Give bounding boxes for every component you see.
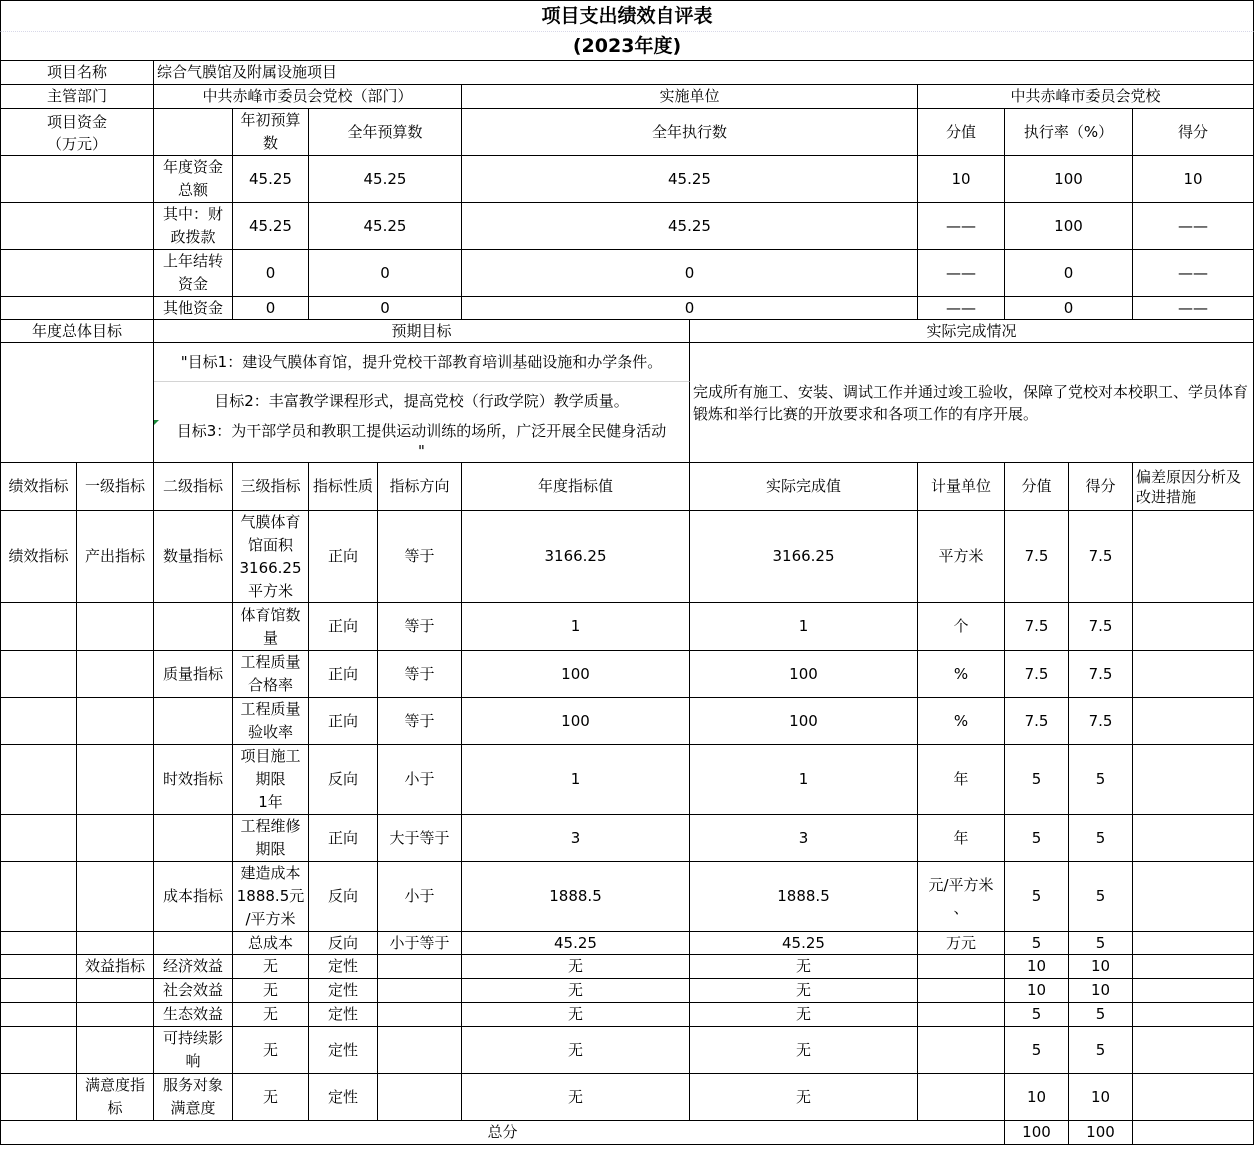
perf-cell-c2: 效益指标 bbox=[77, 955, 154, 979]
perf-cell-c2 bbox=[77, 698, 154, 745]
perf-cell-c10: 5 bbox=[1005, 745, 1069, 815]
perf-header: 分值 bbox=[1005, 463, 1069, 511]
total-label: 总分 bbox=[0, 1121, 1005, 1145]
perf-cell-c2: 产出指标 bbox=[77, 511, 154, 603]
funds-row-annual: 45.25 bbox=[309, 156, 462, 203]
perf-cell-c8: 3166.25 bbox=[690, 511, 918, 603]
perf-cell-c3: 时效指标 bbox=[154, 745, 233, 815]
perf-cell-c2 bbox=[77, 603, 154, 651]
perf-cell-c1 bbox=[0, 955, 77, 979]
funds-row-score-value: 10 bbox=[918, 156, 1005, 203]
perf-cell-c12 bbox=[1133, 862, 1254, 932]
perf-cell-c5: 定性 bbox=[309, 1027, 378, 1074]
perf-cell-c5: 正向 bbox=[309, 815, 378, 862]
perf-cell-c9 bbox=[918, 979, 1005, 1003]
perf-cell-c8: 无 bbox=[690, 1074, 918, 1121]
perf-cell-c5: 反向 bbox=[309, 932, 378, 955]
perf-cell-c11: 10 bbox=[1069, 1074, 1133, 1121]
perf-header: 二级指标 bbox=[154, 463, 233, 511]
perf-cell-c2 bbox=[77, 932, 154, 955]
funds-row-score-value: —— bbox=[918, 250, 1005, 297]
funds-row-blank bbox=[0, 156, 154, 203]
perf-cell-c12 bbox=[1133, 651, 1254, 698]
perf-cell-c12 bbox=[1133, 955, 1254, 979]
funds-row-executed: 0 bbox=[462, 250, 918, 297]
funds-row-annual: 0 bbox=[309, 297, 462, 320]
funds-row-name: 上年结转 资金 bbox=[154, 250, 233, 297]
funds-row-score: 10 bbox=[1133, 156, 1254, 203]
perf-cell-c10: 7.5 bbox=[1005, 698, 1069, 745]
perf-cell-c2 bbox=[77, 862, 154, 932]
perf-cell-c5: 正向 bbox=[309, 698, 378, 745]
perf-cell-c2 bbox=[77, 1027, 154, 1074]
expected-goals-label: 预期目标 bbox=[154, 320, 690, 343]
funds-row-initial: 45.25 bbox=[233, 203, 309, 250]
perf-cell-c10: 10 bbox=[1005, 1074, 1069, 1121]
perf-cell-c1 bbox=[0, 1027, 77, 1074]
perf-cell-c4: 无 bbox=[233, 955, 309, 979]
perf-cell-c11: 5 bbox=[1069, 932, 1133, 955]
perf-cell-c11: 7.5 bbox=[1069, 511, 1133, 603]
perf-cell-c6 bbox=[378, 1003, 462, 1027]
perf-cell-c1 bbox=[0, 1003, 77, 1027]
funds-row-rate: 0 bbox=[1005, 297, 1133, 320]
perf-cell-c10: 5 bbox=[1005, 1027, 1069, 1074]
perf-cell-c10: 5 bbox=[1005, 815, 1069, 862]
funds-row-annual: 45.25 bbox=[309, 203, 462, 250]
perf-cell-c3 bbox=[154, 698, 233, 745]
funds-header-score-value: 分值 bbox=[918, 109, 1005, 156]
perf-cell-c3 bbox=[154, 603, 233, 651]
perf-header: 指标方向 bbox=[378, 463, 462, 511]
perf-cell-c10: 10 bbox=[1005, 955, 1069, 979]
funds-row-executed: 45.25 bbox=[462, 203, 918, 250]
perf-cell-c7: 无 bbox=[462, 955, 690, 979]
perf-cell-c1 bbox=[0, 745, 77, 815]
perf-cell-c11: 7.5 bbox=[1069, 698, 1133, 745]
perf-cell-c8: 100 bbox=[690, 651, 918, 698]
perf-cell-c8: 无 bbox=[690, 955, 918, 979]
funds-header-rate: 执行率（%） bbox=[1005, 109, 1133, 156]
perf-cell-c7: 1 bbox=[462, 603, 690, 651]
perf-header: 得分 bbox=[1069, 463, 1133, 511]
perf-cell-c9: 个 bbox=[918, 603, 1005, 651]
perf-cell-c6: 等于 bbox=[378, 651, 462, 698]
perf-cell-c4: 总成本 bbox=[233, 932, 309, 955]
perf-cell-c2: 满意度指 标 bbox=[77, 1074, 154, 1121]
perf-cell-c7: 100 bbox=[462, 651, 690, 698]
perf-cell-c8: 无 bbox=[690, 1003, 918, 1027]
impl-unit-label: 实施单位 bbox=[462, 85, 918, 109]
goal-1: "目标1：建设气膜体育馆，提升党校干部教育培训基础设施和办学条件。 bbox=[154, 343, 690, 382]
perf-cell-c9: 元/平方米 、 bbox=[918, 862, 1005, 932]
perf-cell-c8: 1888.5 bbox=[690, 862, 918, 932]
perf-cell-c9: 年 bbox=[918, 745, 1005, 815]
perf-cell-c9 bbox=[918, 955, 1005, 979]
perf-cell-c12 bbox=[1133, 1074, 1254, 1121]
funds-row-name: 其中：财 政拨款 bbox=[154, 203, 233, 250]
funds-row-score-value: —— bbox=[918, 297, 1005, 320]
perf-cell-c4: 无 bbox=[233, 1074, 309, 1121]
actual-completion-label: 实际完成情况 bbox=[690, 320, 1254, 343]
funds-row-score: —— bbox=[1133, 250, 1254, 297]
perf-header: 计量单位 bbox=[918, 463, 1005, 511]
perf-cell-c11: 7.5 bbox=[1069, 603, 1133, 651]
perf-cell-c4: 工程维修 期限 bbox=[233, 815, 309, 862]
perf-header: 年度指标值 bbox=[462, 463, 690, 511]
perf-cell-c6 bbox=[378, 1074, 462, 1121]
perf-cell-c4: 无 bbox=[233, 979, 309, 1003]
perf-cell-c12 bbox=[1133, 698, 1254, 745]
funds-row-name: 年度资金 总额 bbox=[154, 156, 233, 203]
perf-cell-c6: 小于 bbox=[378, 745, 462, 815]
perf-cell-c10: 5 bbox=[1005, 1003, 1069, 1027]
perf-cell-c11: 5 bbox=[1069, 1027, 1133, 1074]
goals-blank bbox=[0, 343, 154, 463]
perf-cell-c1 bbox=[0, 651, 77, 698]
perf-cell-c3 bbox=[154, 815, 233, 862]
perf-cell-c11: 5 bbox=[1069, 815, 1133, 862]
perf-cell-c5: 正向 bbox=[309, 603, 378, 651]
funds-label-line1: 项目资金 bbox=[46, 113, 107, 131]
perf-cell-c11: 5 bbox=[1069, 1003, 1133, 1027]
perf-cell-c11: 10 bbox=[1069, 955, 1133, 979]
perf-cell-c1 bbox=[0, 698, 77, 745]
perf-cell-c1 bbox=[0, 603, 77, 651]
perf-cell-c7: 无 bbox=[462, 979, 690, 1003]
perf-cell-c3: 质量指标 bbox=[154, 651, 233, 698]
perf-cell-c3: 可持续影 响 bbox=[154, 1027, 233, 1074]
funds-row-initial: 0 bbox=[233, 250, 309, 297]
perf-cell-c6: 等于 bbox=[378, 511, 462, 603]
perf-cell-c6 bbox=[378, 955, 462, 979]
perf-cell-c9: 年 bbox=[918, 815, 1005, 862]
funds-row-blank bbox=[0, 297, 154, 320]
perf-cell-c12 bbox=[1133, 1027, 1254, 1074]
funds-row-rate: 0 bbox=[1005, 250, 1133, 297]
perf-cell-c8: 45.25 bbox=[690, 932, 918, 955]
perf-cell-c2 bbox=[77, 651, 154, 698]
total-score: 100 bbox=[1069, 1121, 1133, 1145]
perf-cell-c1 bbox=[0, 815, 77, 862]
funds-row-blank bbox=[0, 250, 154, 297]
perf-cell-c8: 无 bbox=[690, 1027, 918, 1074]
perf-cell-c2 bbox=[77, 979, 154, 1003]
perf-cell-c6: 小于等于 bbox=[378, 932, 462, 955]
perf-header: 偏差原因分析及改进措施 bbox=[1133, 463, 1254, 511]
perf-cell-c1 bbox=[0, 932, 77, 955]
goal-2: 目标2：丰富教学课程形式，提高党校（行政学院）教学质量。 bbox=[154, 382, 690, 420]
perf-cell-c11: 5 bbox=[1069, 745, 1133, 815]
perf-cell-c9: % bbox=[918, 698, 1005, 745]
perf-cell-c11: 5 bbox=[1069, 862, 1133, 932]
perf-cell-c8: 1 bbox=[690, 745, 918, 815]
dept-label: 主管部门 bbox=[0, 85, 154, 109]
perf-cell-c7: 45.25 bbox=[462, 932, 690, 955]
dept-value: 中共赤峰市委员会党校（部门） bbox=[154, 85, 462, 109]
perf-cell-c5: 正向 bbox=[309, 651, 378, 698]
perf-cell-c9: 平方米 bbox=[918, 511, 1005, 603]
perf-cell-c11: 7.5 bbox=[1069, 651, 1133, 698]
perf-cell-c6: 大于等于 bbox=[378, 815, 462, 862]
perf-cell-c3: 数量指标 bbox=[154, 511, 233, 603]
funds-row-rate: 100 bbox=[1005, 156, 1133, 203]
table-title: 项目支出绩效自评表 bbox=[0, 0, 1254, 32]
perf-cell-c7: 3 bbox=[462, 815, 690, 862]
funds-header-blank bbox=[154, 109, 233, 156]
funds-row-initial: 45.25 bbox=[233, 156, 309, 203]
perf-cell-c7: 1 bbox=[462, 745, 690, 815]
project-name-label: 项目名称 bbox=[0, 61, 154, 85]
perf-cell-c12 bbox=[1133, 979, 1254, 1003]
perf-cell-c4: 体育馆数 量 bbox=[233, 603, 309, 651]
perf-cell-c5: 正向 bbox=[309, 511, 378, 603]
perf-cell-c5: 定性 bbox=[309, 955, 378, 979]
table-subtitle: (2023年度) bbox=[0, 32, 1254, 61]
perf-cell-c10: 5 bbox=[1005, 932, 1069, 955]
funds-row-name: 其他资金 bbox=[154, 297, 233, 320]
perf-cell-c10: 7.5 bbox=[1005, 603, 1069, 651]
funds-row-annual: 0 bbox=[309, 250, 462, 297]
perf-cell-c5: 反向 bbox=[309, 862, 378, 932]
perf-cell-c6: 小于 bbox=[378, 862, 462, 932]
perf-cell-c4: 气膜体育 馆面积 3166.25 平方米 bbox=[233, 511, 309, 603]
goals-label: 年度总体目标 bbox=[0, 320, 154, 343]
perf-cell-c12 bbox=[1133, 745, 1254, 815]
perf-cell-c4: 无 bbox=[233, 1003, 309, 1027]
funds-header-annual: 全年预算数 bbox=[309, 109, 462, 156]
perf-cell-c9: 万元 bbox=[918, 932, 1005, 955]
perf-cell-c6 bbox=[378, 1027, 462, 1074]
perf-cell-c3: 社会效益 bbox=[154, 979, 233, 1003]
perf-cell-c7: 100 bbox=[462, 698, 690, 745]
funds-row-blank bbox=[0, 203, 154, 250]
perf-cell-c12 bbox=[1133, 815, 1254, 862]
perf-cell-c4: 项目施工 期限 1年 bbox=[233, 745, 309, 815]
funds-label-line2: （万元） bbox=[46, 135, 107, 153]
perf-cell-c10: 5 bbox=[1005, 862, 1069, 932]
perf-cell-c10: 10 bbox=[1005, 979, 1069, 1003]
perf-cell-c6: 等于 bbox=[378, 603, 462, 651]
perf-header: 绩效指标 bbox=[0, 463, 77, 511]
perf-cell-c3: 成本指标 bbox=[154, 862, 233, 932]
perf-cell-c1 bbox=[0, 862, 77, 932]
perf-cell-c12 bbox=[1133, 603, 1254, 651]
perf-cell-c2 bbox=[77, 745, 154, 815]
funds-header-executed: 全年执行数 bbox=[462, 109, 918, 156]
total-score-value: 100 bbox=[1005, 1121, 1069, 1145]
perf-cell-c5: 定性 bbox=[309, 1074, 378, 1121]
perf-cell-c6 bbox=[378, 979, 462, 1003]
perf-cell-c9 bbox=[918, 1027, 1005, 1074]
funds-row-executed: 0 bbox=[462, 297, 918, 320]
perf-cell-c11: 10 bbox=[1069, 979, 1133, 1003]
perf-header: 三级指标 bbox=[233, 463, 309, 511]
total-note bbox=[1133, 1121, 1254, 1145]
perf-cell-c2 bbox=[77, 1003, 154, 1027]
perf-cell-c7: 无 bbox=[462, 1074, 690, 1121]
actual-completion-text: 完成所有施工、安装、调试工作并通过竣工验收，保障了党校对本校职工、学员体育锻炼和举行比赛的开放要求和各项工作的有序开展。 bbox=[690, 343, 1254, 463]
perf-cell-c3: 经济效益 bbox=[154, 955, 233, 979]
perf-cell-c7: 3166.25 bbox=[462, 511, 690, 603]
perf-cell-c8: 100 bbox=[690, 698, 918, 745]
funds-row-score: —— bbox=[1133, 297, 1254, 320]
perf-cell-c3: 生态效益 bbox=[154, 1003, 233, 1027]
goal-3: 目标3：为干部学员和教职工提供运动训练的场所，广泛开展全民健身活动 " bbox=[154, 420, 690, 463]
perf-cell-c5: 定性 bbox=[309, 1003, 378, 1027]
funds-row-executed: 45.25 bbox=[462, 156, 918, 203]
perf-cell-c1: 绩效指标 bbox=[0, 511, 77, 603]
funds-row-score-value: —— bbox=[918, 203, 1005, 250]
funds-row-score: —— bbox=[1133, 203, 1254, 250]
funds-row-rate: 100 bbox=[1005, 203, 1133, 250]
impl-unit-value: 中共赤峰市委员会党校 bbox=[918, 85, 1254, 109]
perf-cell-c7: 无 bbox=[462, 1027, 690, 1074]
perf-header: 一级指标 bbox=[77, 463, 154, 511]
perf-cell-c9 bbox=[918, 1074, 1005, 1121]
project-name-value: 综合气膜馆及附属设施项目 bbox=[154, 61, 1254, 85]
perf-cell-c4: 工程质量 验收率 bbox=[233, 698, 309, 745]
perf-cell-c9 bbox=[918, 1003, 1005, 1027]
perf-cell-c8: 无 bbox=[690, 979, 918, 1003]
perf-cell-c10: 7.5 bbox=[1005, 511, 1069, 603]
perf-cell-c8: 3 bbox=[690, 815, 918, 862]
perf-cell-c4: 建造成本 1888.5元 /平方米 bbox=[233, 862, 309, 932]
perf-cell-c5: 反向 bbox=[309, 745, 378, 815]
perf-cell-c12 bbox=[1133, 932, 1254, 955]
perf-cell-c4: 工程质量 合格率 bbox=[233, 651, 309, 698]
perf-cell-c7: 无 bbox=[462, 1003, 690, 1027]
perf-cell-c9: % bbox=[918, 651, 1005, 698]
perf-cell-c3: 服务对象 满意度 bbox=[154, 1074, 233, 1121]
perf-cell-c8: 1 bbox=[690, 603, 918, 651]
perf-cell-c12 bbox=[1133, 511, 1254, 603]
perf-cell-c3 bbox=[154, 932, 233, 955]
perf-cell-c1 bbox=[0, 1074, 77, 1121]
funds-header-score: 得分 bbox=[1133, 109, 1254, 156]
perf-header: 指标性质 bbox=[309, 463, 378, 511]
perf-cell-c7: 1888.5 bbox=[462, 862, 690, 932]
perf-cell-c4: 无 bbox=[233, 1027, 309, 1074]
perf-cell-c1 bbox=[0, 979, 77, 1003]
perf-cell-c6: 等于 bbox=[378, 698, 462, 745]
funds-label bbox=[0, 109, 154, 156]
funds-header-initial: 年初预算 数 bbox=[233, 109, 309, 156]
perf-cell-c12 bbox=[1133, 1003, 1254, 1027]
funds-row-initial: 0 bbox=[233, 297, 309, 320]
perf-cell-c10: 7.5 bbox=[1005, 651, 1069, 698]
perf-cell-c2 bbox=[77, 815, 154, 862]
perf-cell-c5: 定性 bbox=[309, 979, 378, 1003]
perf-header: 实际完成值 bbox=[690, 463, 918, 511]
